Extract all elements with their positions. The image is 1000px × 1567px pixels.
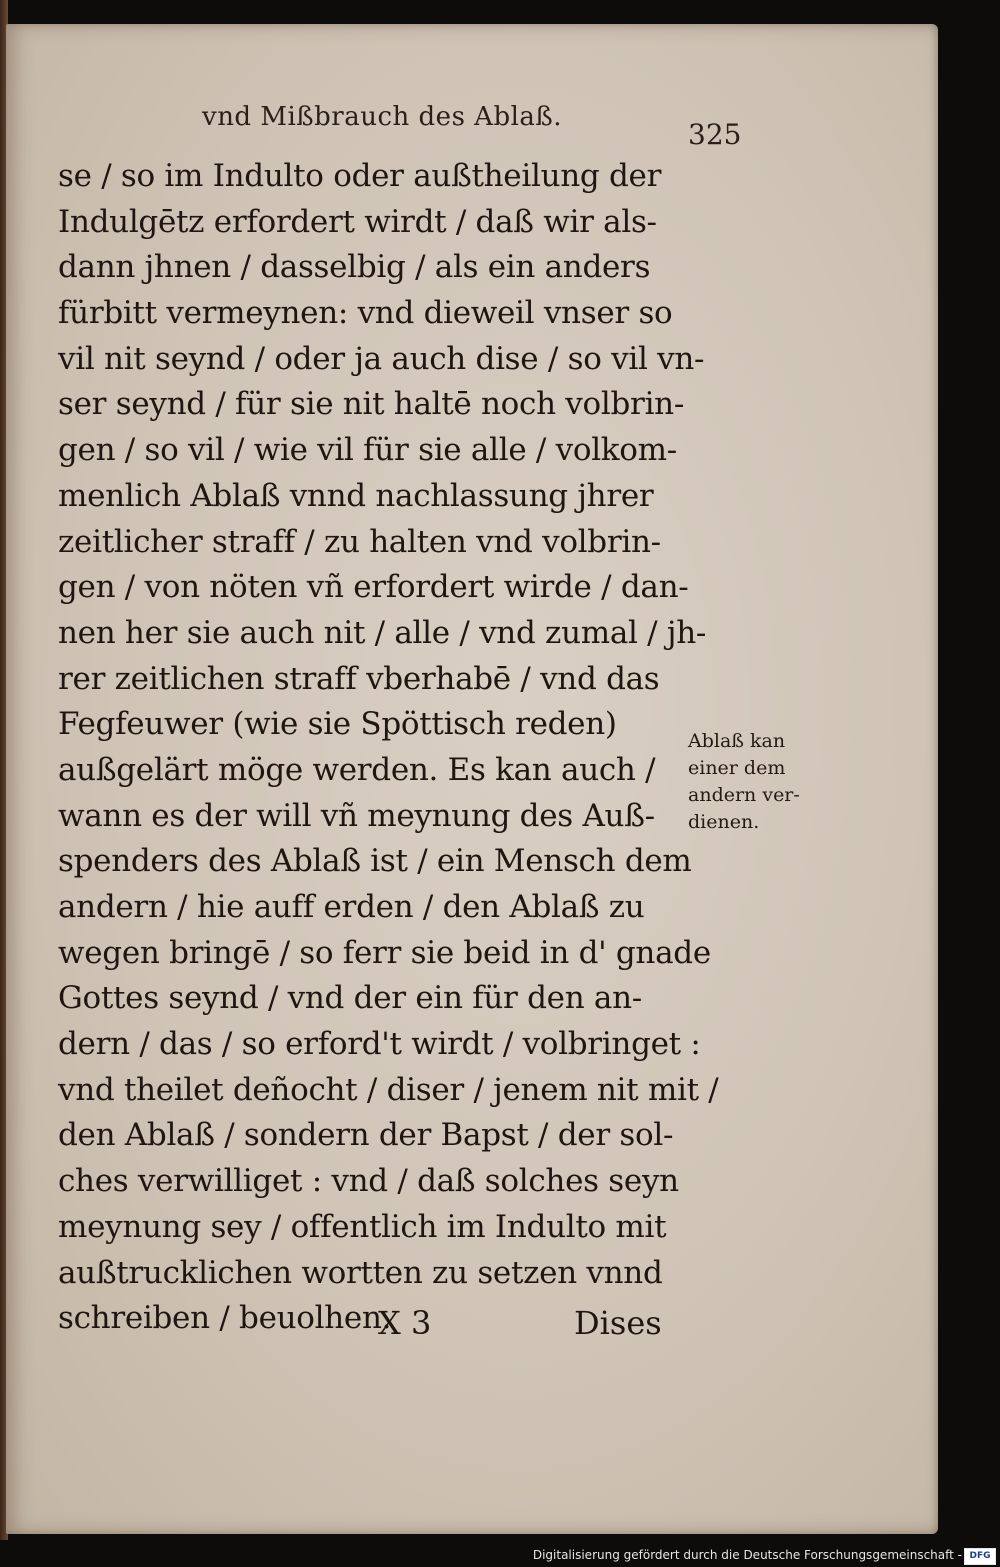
text-line: schreiben / beuolhen. [58,1300,392,1337]
text-line: andern / hie auff erden / den Ablaß zu [58,889,645,925]
text-line: fürbitt vermeynen: vnd dieweil vnser so [58,295,673,332]
funding-credit: Digitalisierung gefördert durch die Deutsche Forschungsgemeinschaft - [532,1548,962,1562]
margin-note-line: dienen. [688,811,760,833]
text-line: menlich Ablaß vnnd nachlassung jhrer [58,477,654,514]
running-header: vnd Mißbrauch des Ablaß. [202,102,563,132]
dfg-logo: DFG [964,1548,996,1565]
text-line: dann jhnen / dasselbig / als ein anders [58,249,651,286]
text-line: nen her sie auch nit / alle / vnd zumal / jh- [58,614,707,651]
margin-note-line: einer dem [688,757,786,779]
text-line: vil nit seynd / oder ja auch dise / so vil vn- [58,340,705,377]
text-line: wann es der will vñ meynung des Auß- [58,797,655,834]
catchword: Dises [574,1304,662,1342]
text-line: Gottes seynd / vnd der ein für den an- [58,980,642,1017]
footer-bar [0,1546,1000,1567]
text-line: rer zeitlichen straff vberhabē / vnd das [58,660,660,697]
text-line: außgelärt möge werden. Es kan auch / [58,751,656,788]
text-line: meynung sey / offentlich im Indulto mit [58,1208,667,1245]
text-line: vnd theilet deñocht / diser / jenem nit mit / [58,1071,719,1108]
text-line: gen / so vil / wie vil für sie alle / volkom- [58,432,677,469]
text-line: dern / das / so erford't wirdt / volbringet : [58,1026,701,1063]
page-number: 325 [688,118,742,151]
text-line: ches verwilliget : vnd / daß solches seyn [58,1163,679,1200]
text-line: zeitlicher straff / zu halten vnd volbrin- [58,523,661,560]
text-line: se / so im Indulto oder außtheilung der [58,158,662,194]
text-line: ser seynd / für sie nit haltē noch volbrin- [58,386,685,423]
text-line: wegen bringē / so ferr sie beid in d' gnade [58,934,711,971]
book-page [6,24,938,1534]
text-line: gen / von nöten vñ erfordert wirde / dan- [58,569,689,606]
text-line: Fegfeuwer (wie sie Spöttisch reden) [58,706,617,743]
text-line: außtrucklichen wortten zu setzen vnnd [58,1254,663,1291]
margin-note-line: andern ver- [688,784,800,806]
marginal-note [688,728,800,836]
body-text [58,154,719,1342]
text-line: den Ablaß / sondern der Bapst / der sol- [58,1117,674,1154]
text-line: spenders des Ablaß ist / ein Mensch dem [58,843,692,880]
signature-mark: X 3 [378,1304,432,1342]
text-line: Indulgētz erfordert wirdt / daß wir als- [58,203,657,240]
margin-note-line: Ablaß kan [688,730,786,752]
